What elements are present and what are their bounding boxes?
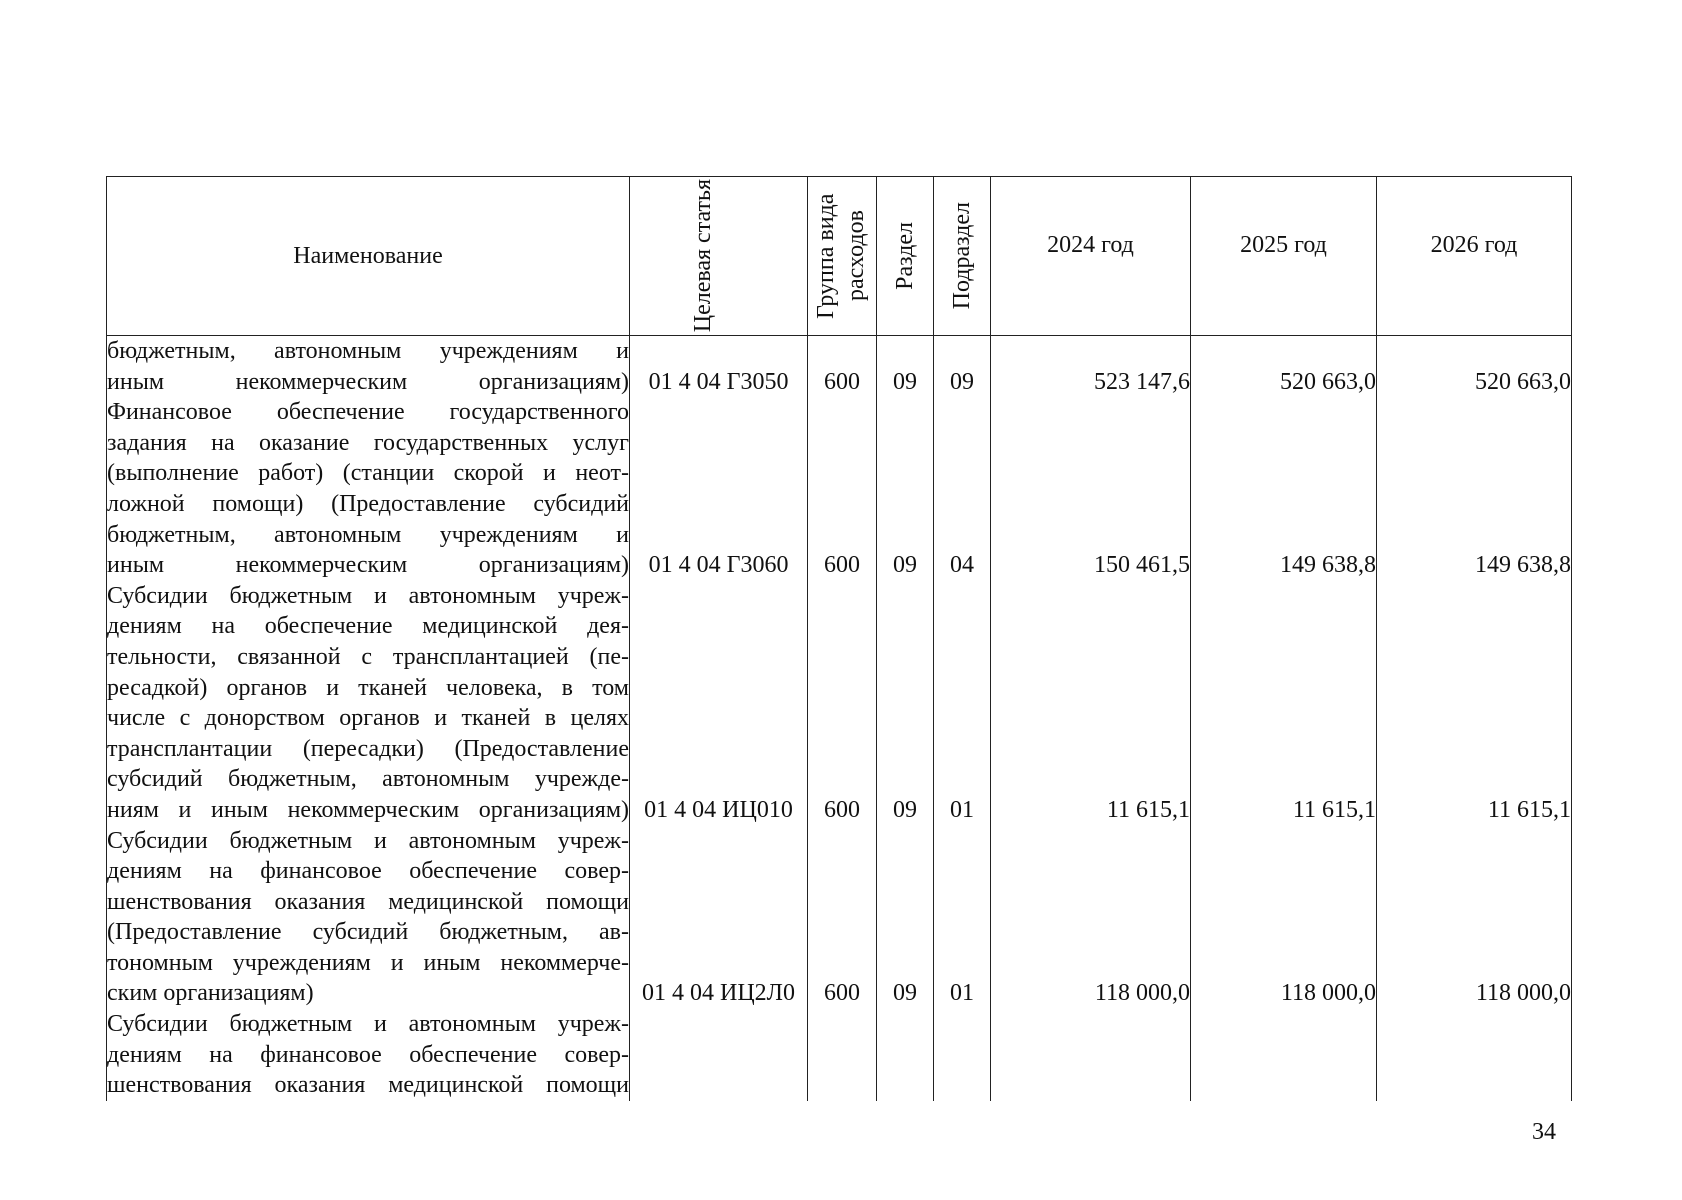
row-name-cell [107,397,630,581]
row-2026-cell [1377,581,1572,826]
row-section-cell [877,581,934,826]
row-subsection-cell-value: 01 [950,796,974,823]
header-2024: 2024 год [991,177,1191,336]
row-2025-cell-value: 11 615,1 [1292,796,1376,823]
row-name-line: дениям на обеспечение медицинской дея- [107,613,629,640]
row-2024-cell-value: 118 000,0 [1094,980,1190,1007]
row-2025-cell [1191,1009,1377,1101]
header-target: Целевая статья [630,177,808,336]
row-2024-cell-value: 523 147,6 [1094,368,1190,395]
row-2026-cell-value: 520 663,0 [1475,368,1571,395]
row-name-cell [107,336,630,398]
header-section: Раздел [877,177,934,336]
header-name: Наименование [107,177,630,336]
row-expense-group-cell-value: 600 [824,796,860,823]
row-2025-cell [1191,397,1377,581]
row-name-line: ложной помощи) (Предоставление субсидий [107,490,629,517]
row-2026-cell [1377,826,1572,1010]
row-2024-cell [991,826,1191,1010]
header-2026: 2026 год [1377,177,1572,336]
row-name-line: ресадкой) органов и тканей человека, в том [107,674,629,701]
row-subsection-cell [934,397,991,581]
row-name-line: дениям на финансовое обеспечение совер- [107,1041,629,1068]
row-subsection-cell-value: 09 [950,368,974,395]
row-2025-cell [1191,581,1377,826]
table-row [107,397,1572,581]
row-2025-cell-value: 149 638,8 [1280,552,1376,579]
row-2024-cell [991,1009,1191,1101]
row-subsection-cell-value: 01 [950,980,974,1007]
row-name-line: тономным учреждениям и иным некоммерче- [107,949,629,976]
row-target-cell-value: 01 4 04 Г3060 [648,552,789,579]
row-expense-group-cell-value: 600 [824,980,860,1007]
table-row [107,1009,1572,1101]
row-name-line: (выполнение работ) (станции скорой и неот- [107,460,629,487]
row-expense-group-cell [808,336,877,398]
row-2024-cell [991,336,1191,398]
row-name-line: бюджетным, автономным учреждениям и [107,338,629,364]
row-name-line: Субсидии бюджетным и автономным учреж- [107,582,629,609]
row-2025-cell-value: 118 000,0 [1280,980,1376,1007]
row-name-cell [107,826,630,1010]
row-section-cell-value: 09 [893,796,917,823]
row-name-line: Субсидии бюджетным и автономным учреж- [107,827,629,854]
row-target-cell-value: 01 4 04 ИЦ2Л0 [642,980,795,1007]
row-2026-cell [1377,1009,1572,1101]
row-expense-group-cell [808,826,877,1010]
row-expense-group-cell [808,1009,877,1101]
row-section-cell [877,1009,934,1101]
row-name-line: шенствования оказания медицинской помощи [107,1072,629,1099]
table-header-row [107,177,1572,336]
row-section-cell [877,397,934,581]
row-name-line: Субсидии бюджетным и автономным учреж- [107,1011,629,1038]
row-name-line: ниям и иным некоммерческим организациям) [107,796,629,823]
table-row [107,336,1572,398]
row-name-line: трансплантации (пересадки) (Предоставление [107,735,629,762]
row-name-line: ским организациям) [107,980,314,1007]
row-2026-cell [1377,397,1572,581]
row-2026-cell-value: 11 615,1 [1487,796,1571,823]
budget-table [106,176,1572,1101]
row-section-cell [877,826,934,1010]
row-2026-cell-value: 149 638,8 [1475,552,1571,579]
row-name-line: субсидий бюджетным, автономным учрежде- [107,766,629,793]
row-target-cell-value: 01 4 04 ИЦ010 [644,796,793,823]
row-name-line: задания на оказание государственных услуг [107,429,629,456]
row-name-line: бюджетным, автономным учреждениям и [107,521,629,548]
row-subsection-cell [934,581,991,826]
row-section-cell-value: 09 [893,552,917,579]
row-section-cell [877,336,934,398]
row-target-cell [630,336,808,398]
row-name-cell [107,581,630,826]
row-name-line: дениям на финансовое обеспечение совер- [107,858,629,885]
row-expense-group-cell [808,581,877,826]
row-2025-cell-value: 520 663,0 [1280,368,1376,395]
row-expense-group-cell [808,397,877,581]
row-name-line: тельности, связанной с трансплантацией (пе- [107,643,629,670]
row-target-cell [630,826,808,1010]
row-name-line: иным некоммерческим организациям) [107,368,629,395]
row-name-line: (Предоставление субсидий бюджетным, ав- [107,919,629,946]
row-name-line: Финансовое обеспечение государственного [107,399,629,426]
row-name-line: числе с донорством органов и тканей в целях [107,705,629,732]
row-2025-cell [1191,826,1377,1010]
header-expense-group: Группа вида расходов [808,177,877,336]
row-subsection-cell [934,826,991,1010]
page-number: 34 [1532,1119,1556,1145]
row-2024-cell-value: 150 461,5 [1094,552,1190,579]
row-target-cell [630,581,808,826]
row-expense-group-cell-value: 600 [824,368,860,395]
row-subsection-cell [934,1009,991,1101]
row-section-cell-value: 09 [893,980,917,1007]
header-2025: 2025 год [1191,177,1377,336]
row-subsection-cell-value: 04 [950,552,974,579]
row-target-cell [630,1009,808,1101]
row-name-cell [107,1009,630,1101]
row-2024-cell [991,397,1191,581]
table-row [107,826,1572,1010]
row-target-cell-value: 01 4 04 Г3050 [648,368,789,395]
row-section-cell-value: 09 [893,368,917,395]
row-2025-cell [1191,336,1377,398]
row-subsection-cell [934,336,991,398]
row-2024-cell [991,581,1191,826]
row-target-cell [630,397,808,581]
row-expense-group-cell-value: 600 [824,552,860,579]
row-2026-cell [1377,336,1572,398]
header-subsection: Подраздел [934,177,991,336]
row-name-line: иным некоммерческим организациям) [107,552,629,579]
row-name-line: шенствования оказания медицинской помощи [107,888,629,915]
row-2026-cell-value: 118 000,0 [1475,980,1571,1007]
table-row [107,581,1572,826]
row-2024-cell-value: 11 615,1 [1106,796,1190,823]
